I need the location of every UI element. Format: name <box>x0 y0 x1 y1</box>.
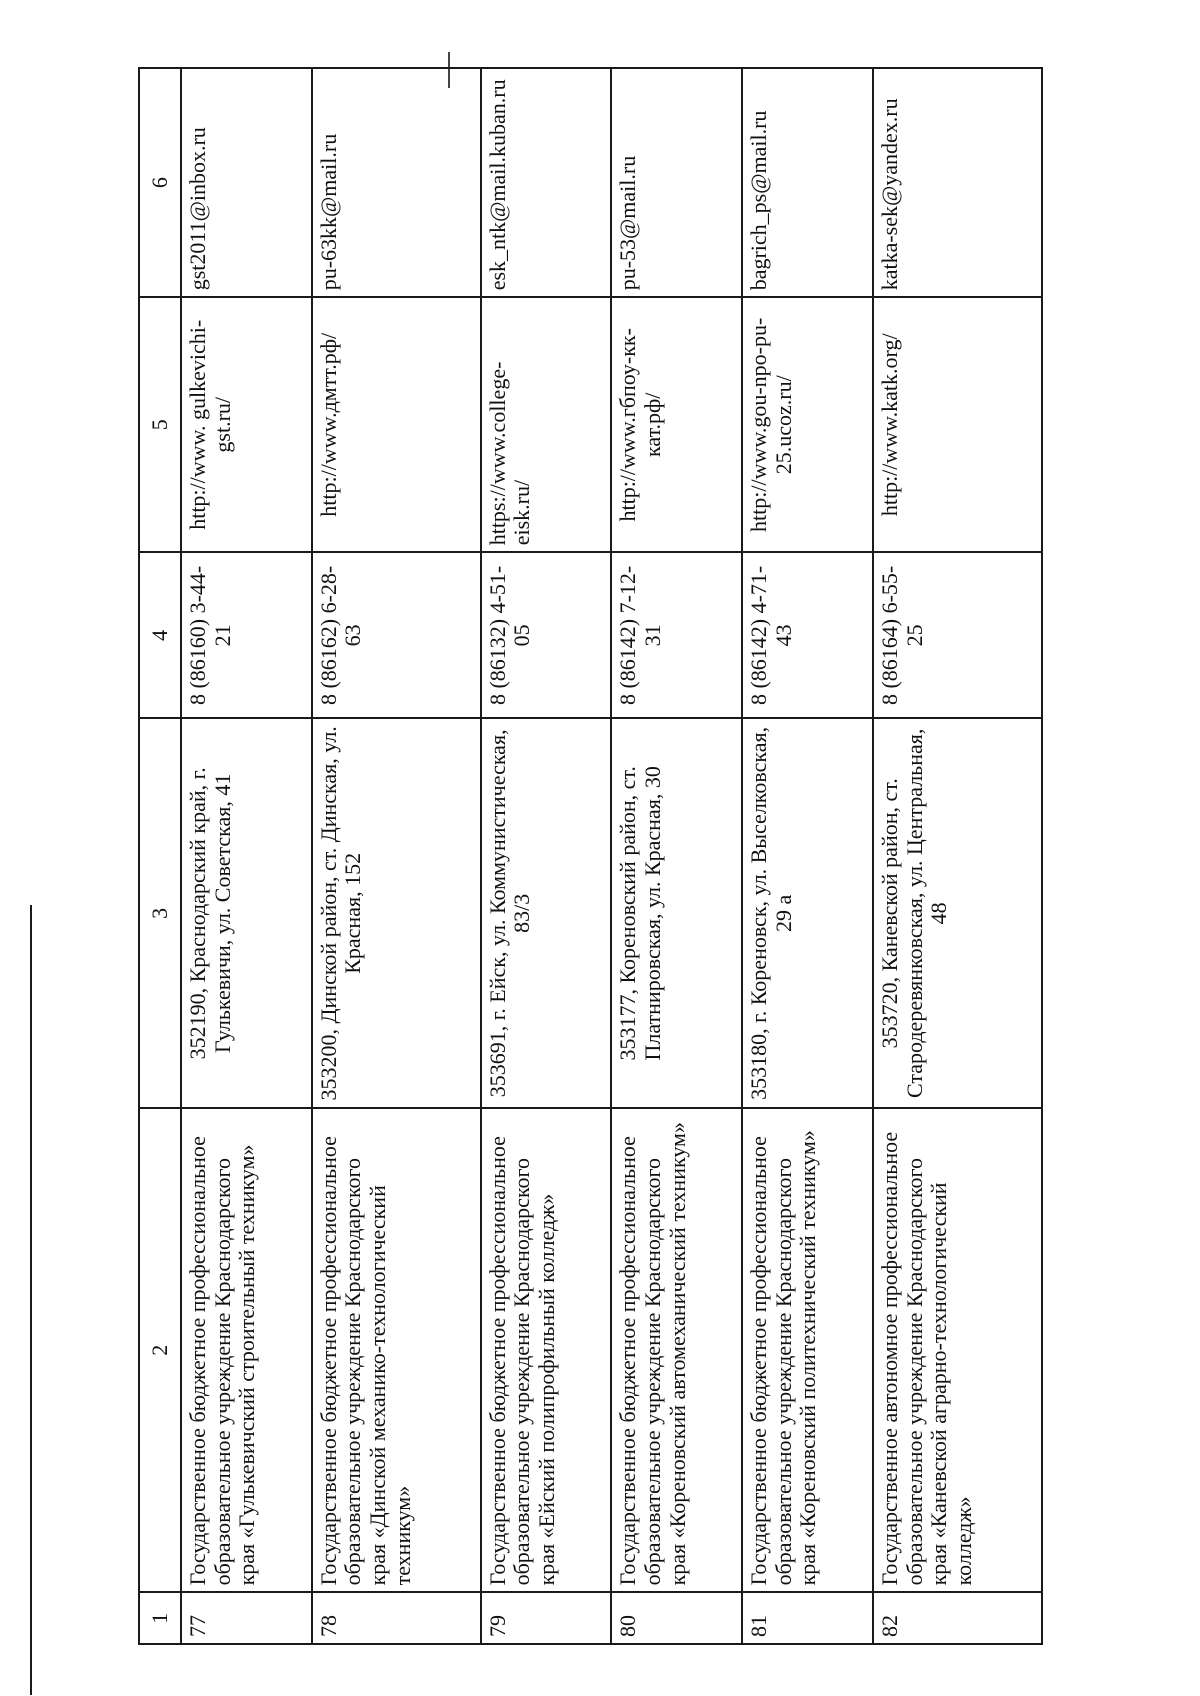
institution-website: http://www.katk.org/ <box>873 297 1042 552</box>
institution-website: http://www.дмтт.рф/ <box>312 297 481 552</box>
table-row <box>312 68 481 1644</box>
institution-address: 353177, Кореновский район, ст. Платнировская, ул. Красная, 30 <box>611 718 742 1108</box>
header-col-4: 4 <box>139 552 181 718</box>
institution-email: esk_ntk@mail.kuban.ru <box>481 68 612 297</box>
header-col-1: 1 <box>139 1592 181 1644</box>
table-header-row <box>139 68 181 1644</box>
institution-name: Государственное автономное профессиональное образовательное учреждение Краснодарского края «Каневской аграрно-технологический колледж» <box>873 1108 1042 1592</box>
binding-margin-line <box>30 905 32 1695</box>
institution-name: Государственное бюджетное профессиональное образовательное учреждение Краснодарского края «Ейский полипрофильный колледж» <box>481 1108 612 1592</box>
header-col-3: 3 <box>139 718 181 1108</box>
institution-website: http://www.гбпоу-кк-кат.рф/ <box>611 297 742 552</box>
institution-name: Государственное бюджетное профессиональное образовательное учреждение Краснодарского края «Динской механико-технологический техникум» <box>312 1108 481 1592</box>
institution-name: Государственное бюджетное профессиональное образовательное учреждение Краснодарского края «Кореновский политехнический техникум» <box>742 1108 873 1592</box>
table-row <box>611 68 742 1644</box>
table-row <box>742 68 873 1644</box>
row-number: 79 <box>481 1592 612 1644</box>
institution-email: gst2011@inbox.ru <box>181 68 312 297</box>
institution-phone: 8 (86142) 4-71-43 <box>742 552 873 718</box>
institution-phone: 8 (86160) 3-44-21 <box>181 552 312 718</box>
row-number: 78 <box>312 1592 481 1644</box>
header-col-2: 2 <box>139 1108 181 1592</box>
institution-email: bagrich_ps@mail.ru <box>742 68 873 297</box>
institution-website: http://www.gou-npo-pu-25.ucoz.ru/ <box>742 297 873 552</box>
row-number: 80 <box>611 1592 742 1644</box>
institution-phone: 8 (86162) 6-28-63 <box>312 552 481 718</box>
row-number: 81 <box>742 1592 873 1644</box>
table-row <box>481 68 612 1644</box>
header-col-5: 5 <box>139 297 181 552</box>
institution-address: 353720, Каневской район, ст. Стародеревянковская, ул. Центральная, 48 <box>873 718 1042 1108</box>
institution-name: Государственное бюджетное профессиональное образовательное учреждение Краснодарского края «Гулькевичский строительный техникум» <box>181 1108 312 1592</box>
institution-email: katka-sek@yandex.ru <box>873 68 1042 297</box>
header-col-6: 6 <box>139 68 181 297</box>
institution-address: 353200, Динской район, ст. Динская, ул. Красная, 152 <box>312 718 481 1108</box>
institution-phone: 8 (86142) 7-12-31 <box>611 552 742 718</box>
table-row <box>873 68 1042 1644</box>
institution-phone: 8 (86132) 4-51-05 <box>481 552 612 718</box>
table-row <box>181 68 312 1644</box>
institution-website: https://www.college-eisk.ru/ <box>481 297 612 552</box>
institution-name: Государственное бюджетное профессиональное образовательное учреждение Краснодарского края «Кореновский автомеханический техникум» <box>611 1108 742 1592</box>
row-number: 82 <box>873 1592 1042 1644</box>
rotated-page-content <box>138 67 1043 1645</box>
institutions-table <box>138 67 1043 1645</box>
institution-phone: 8 (86164) 6-55-25 <box>873 552 1042 718</box>
row-number: 77 <box>181 1592 312 1644</box>
institution-website: http://www. gulkevichi-gst.ru/ <box>181 297 312 552</box>
institution-email: pu-53@mail.ru <box>611 68 742 297</box>
institution-address: 353691, г. Ейск, ул. Коммунистическая, 83/3 <box>481 718 612 1108</box>
institution-address: 352190, Краснодарский край, г. Гулькевичи, ул. Советская, 41 <box>181 718 312 1108</box>
institution-email: pu-63kk@mail.ru <box>312 68 481 297</box>
institution-address: 353180, г. Кореновск, ул. Выселковская, 29 а <box>742 718 873 1108</box>
